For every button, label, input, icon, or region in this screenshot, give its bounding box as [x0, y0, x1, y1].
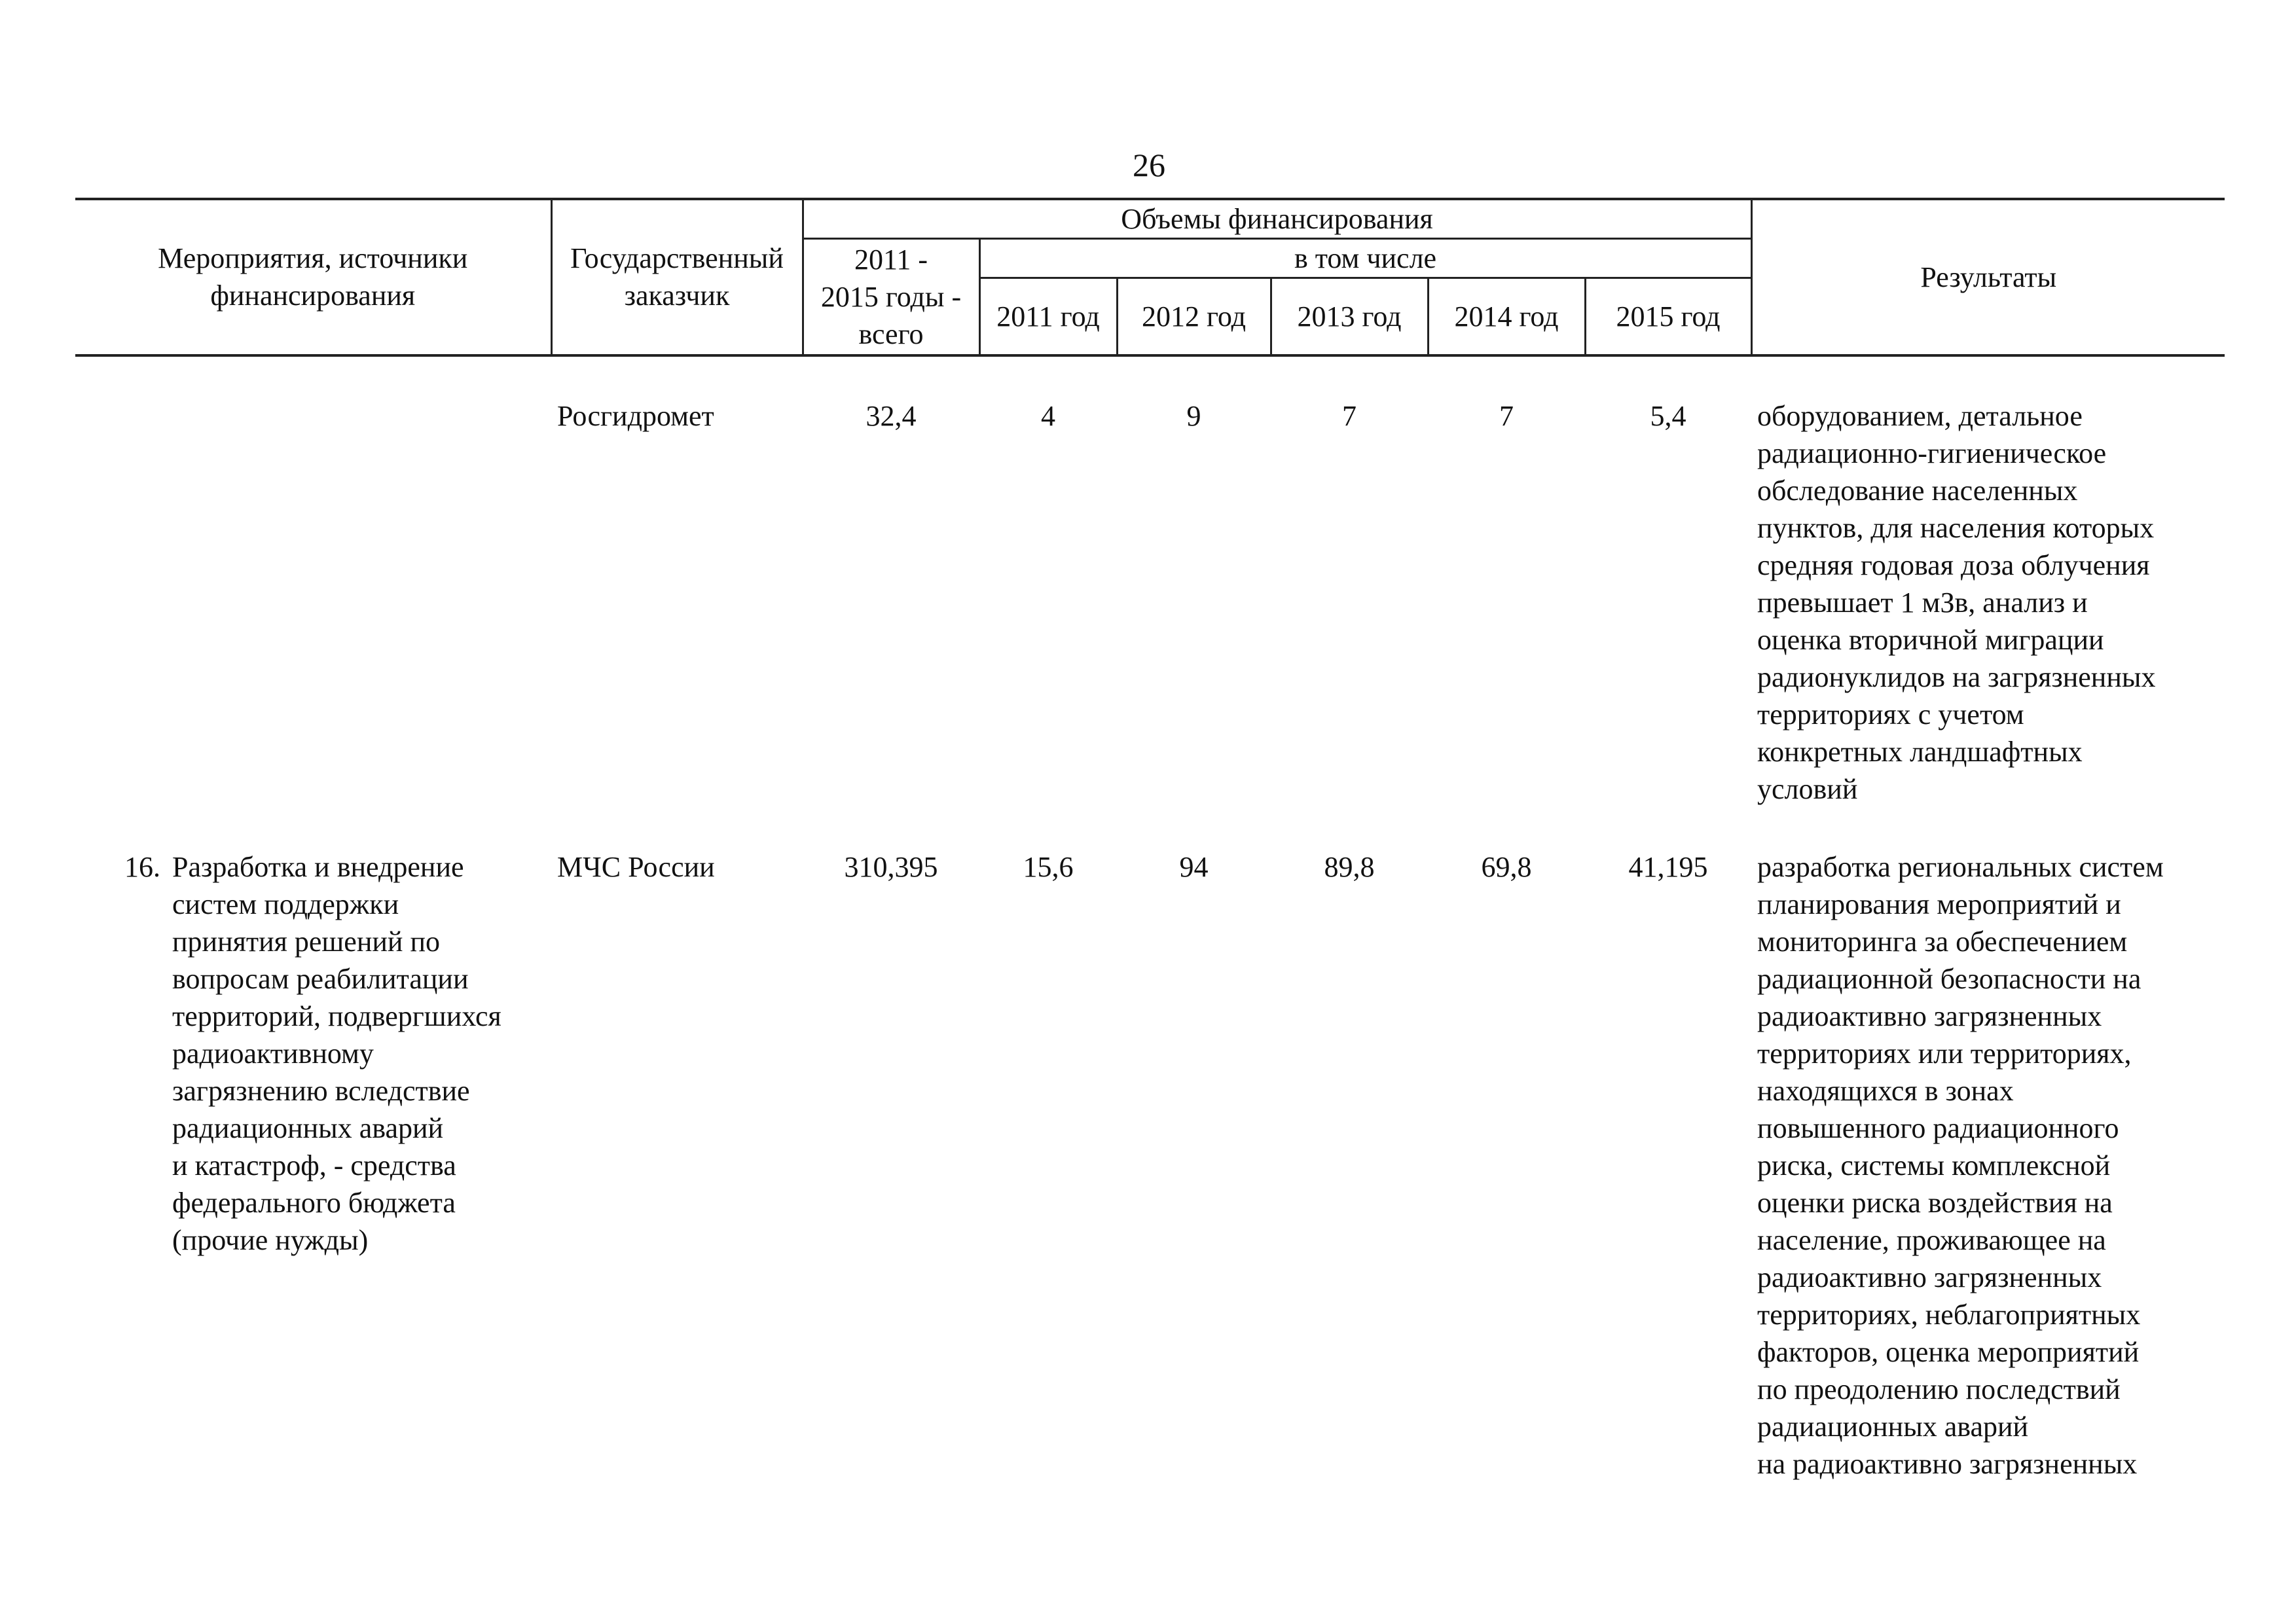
header-year-2012: 2012 год — [1117, 278, 1271, 355]
year-cell-2014: 7 — [1499, 399, 1514, 432]
year-cell-2013: 89,8 — [1324, 850, 1375, 883]
header-customer: Государственный заказчик — [551, 199, 803, 355]
year-cell-2012: 94 — [1179, 850, 1209, 883]
header-results: Результаты — [1751, 199, 2225, 355]
page-number: 26 — [1133, 147, 1165, 183]
header-including: в том числе — [979, 239, 1751, 278]
table-row — [75, 848, 2225, 1483]
year-cell-2012: 9 — [1186, 399, 1201, 432]
measure-cell — [75, 848, 551, 1483]
total-cell: 32,4 — [866, 399, 917, 432]
row-number: 16. — [124, 850, 160, 883]
year-cell-2011: 4 — [1041, 399, 1055, 432]
funding-table — [75, 198, 2225, 1483]
year-cell-2014: 69,8 — [1481, 850, 1532, 883]
header-year-2014: 2014 год — [1428, 278, 1585, 355]
measure-text: Разработка и внедрение систем поддержки принятия решений по вопросам реабилитации территорий, подвергшихся радиоактивному загрязнению вследствие радиационных аварий и катастроф, - средства федерального бюджета (прочие нужды) — [172, 850, 501, 1256]
result-cell: оборудованием, детальное радиационно-гигиеническое обследование населенных пунктов, для населения которых средняя годовая доза облучения превышает 1 мЗв, анализ и оценка вторичной миграции радионуклидов на загрязненных территориях с учетом конкретных ландшафтных условий — [1757, 399, 2156, 805]
customer-cell: Росгидромет — [557, 399, 714, 432]
header-year-2013: 2013 год — [1271, 278, 1428, 355]
customer-cell: МЧС России — [557, 850, 715, 883]
year-cell-2015: 5,4 — [1650, 399, 1686, 432]
header-year-2015: 2015 год — [1585, 278, 1751, 355]
measure-cell — [75, 397, 551, 808]
total-cell: 310,395 — [844, 850, 938, 883]
header-funding-volumes: Объемы финансирования — [803, 199, 1751, 239]
year-cell-2013: 7 — [1342, 399, 1357, 432]
result-cell: разработка региональных систем планирования мероприятий и мониторинга за обеспечением радиационной безопасности на радиоактивно загрязненных территориях или территориях, находящихся в зонах повышенного радиационного риска, системы комплексной оценки риска воздействия на население, проживающее на радиоактивно загрязненных территориях, неблагоприятных факторов, оценка мероприятий по преодолению последствий радиационных аварий на радиоактивно загрязненных — [1757, 850, 2164, 1480]
year-cell-2015: 41,195 — [1628, 850, 1708, 883]
header-total: 2011 - 2015 годы - всего — [803, 239, 979, 355]
header-year-2011: 2011 год — [979, 278, 1117, 355]
year-cell-2011: 15,6 — [1023, 850, 1074, 883]
header-measures: Мероприятия, источники финансирования — [75, 199, 551, 355]
table-row — [75, 397, 2225, 808]
